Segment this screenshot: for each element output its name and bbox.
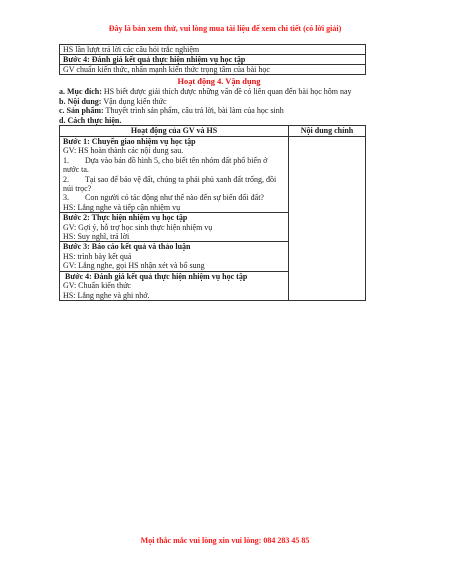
column-header-content: Nội dung chính [289, 126, 366, 137]
step-2-block [60, 213, 288, 242]
product-label: c. Sản phẩm: [59, 106, 104, 115]
step-2-hs: HS: Suy nghĩ, trả lời [63, 232, 130, 242]
document-body [58, 44, 380, 301]
step-4-hs: HS: Lắng nghe và ghi nhớ. [63, 290, 150, 300]
step-3-block [60, 242, 288, 271]
activity-table [59, 125, 366, 301]
step-4-title: Bước 4: Đánh giá kết quả thực hiện nhiệm vụ học tập [63, 271, 248, 281]
method-heading: d. Cách thực hiện. [59, 115, 122, 125]
top-row-3: GV chuẩn kiến thức, nhấn mạnh kiến thức trọng tâm của bài học [60, 65, 366, 75]
step-2-title: Bước 2: Thực hiện nhiệm vụ học tập [63, 213, 188, 223]
step-1-intro: GV: HS hoàn thành các nội dung sau. [63, 146, 184, 156]
question-3: 3. Con người có tác động như thế nào đến sự biến đổi đất? [63, 193, 264, 203]
purpose-text: HS biết được giải thích được những vấn đề có liên quan đến bài học hôm nay [101, 87, 352, 96]
step-4-gv: GV: Chuẩn kiến thức [63, 281, 131, 291]
content-paragraph [58, 97, 380, 107]
product-text: Thuyết trình sản phẩm, câu trả lời, bài làm của học sinh [103, 106, 284, 115]
purpose-paragraph [58, 87, 380, 97]
contact-footer: Mọi thắc mắc vui lòng xin vui lòng: 084 283 45 85 [140, 536, 310, 545]
step-3-gv: GV: Lắng nghe, gọi HS nhận xét và bổ sung [63, 261, 205, 271]
step-4-block [60, 272, 288, 300]
step-1-hs: HS: Lắng nghe và tiếp cận nhiệm vụ [63, 202, 181, 212]
step-1-block [60, 137, 288, 213]
content-cell [289, 137, 366, 301]
preview-banner: Đây là bản xem thử, vui lòng mua tài liệu để xem chi tiết (có lời giải) [108, 24, 342, 33]
product-paragraph [58, 106, 380, 116]
step-3-hs: HS: trình bày kết quả [63, 251, 132, 261]
top-row-1: HS lần lượt trả lời các câu hỏi trắc nghiệm [60, 45, 366, 55]
column-header-activities: Hoạt động của GV và HS [60, 126, 289, 137]
activities-cell [60, 137, 289, 301]
section-title: Hoạt động 4. Vận dụng [177, 77, 261, 86]
step-1-title: Bước 1: Chuyển giao nhiệm vụ học tập [63, 137, 196, 146]
question-2: 2. Tại sao để bảo vệ đất, chúng ta phải phủ xanh đất trống, đồi núi trọc? [63, 174, 277, 194]
question-1: 1. Dựa vào bản đồ hình 5, cho biết tên nhóm đất phổ biến ở nước ta. [63, 155, 268, 175]
previous-activity-table [59, 44, 366, 75]
step-3-title: Bước 3: Báo cáo kết quả và thảo luận [63, 242, 191, 252]
purpose-label: a. Mục đích: [59, 87, 102, 96]
step-2-gv: GV: Gợi ý, hỗ trợ học sinh thực hiện nhiệm vụ [63, 222, 213, 232]
content-label: b. Nội dung: [59, 96, 102, 106]
content-text: Vận dụng kiến thức [101, 96, 167, 106]
top-row-2: Bước 4: Đánh giá kết quả thực hiện nhiệm vụ học tập [60, 55, 366, 65]
